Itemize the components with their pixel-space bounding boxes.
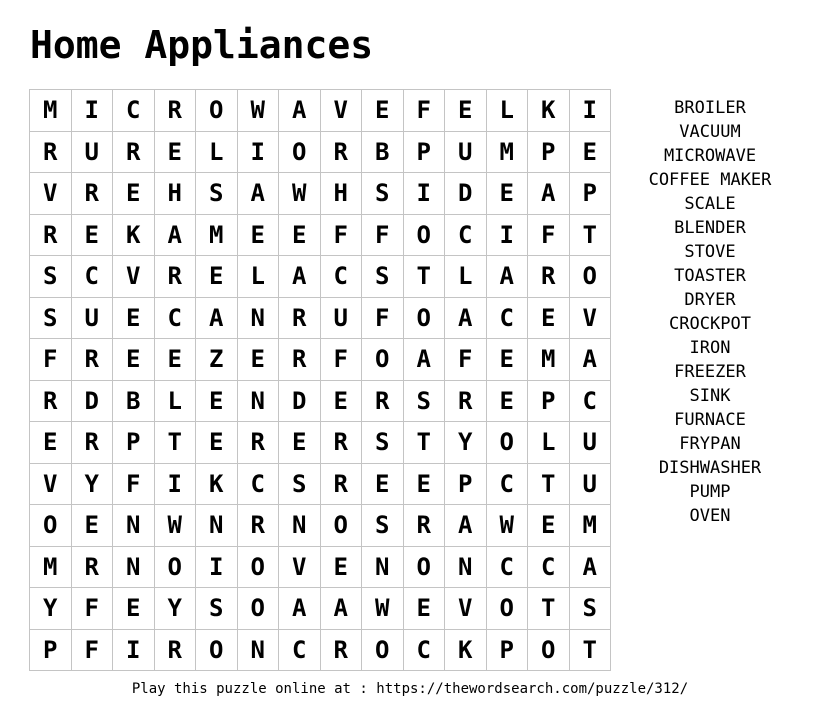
grid-cell[interactable]: C (487, 547, 529, 589)
grid-cell[interactable]: F (445, 339, 487, 381)
grid-cell[interactable]: R (72, 173, 114, 215)
grid-cell[interactable]: F (528, 215, 570, 257)
grid-cell[interactable]: U (321, 298, 363, 340)
grid-cell[interactable]: D (279, 381, 321, 423)
grid-cell[interactable]: T (404, 422, 446, 464)
grid-cell[interactable]: E (279, 422, 321, 464)
grid-cell[interactable]: R (238, 422, 280, 464)
grid-cell[interactable]: T (528, 464, 570, 506)
grid-cell[interactable]: N (279, 505, 321, 547)
grid-cell[interactable]: N (238, 381, 280, 423)
grid-cell[interactable]: R (30, 132, 72, 174)
grid-cell[interactable]: E (362, 464, 404, 506)
grid-cell[interactable]: K (196, 464, 238, 506)
grid-cell[interactable]: L (528, 422, 570, 464)
grid-cell[interactable]: O (528, 630, 570, 672)
grid-cell[interactable]: A (155, 215, 197, 257)
grid-cell[interactable]: E (404, 588, 446, 630)
grid-cell[interactable]: A (404, 339, 446, 381)
grid-cell[interactable]: R (362, 381, 404, 423)
grid-cell[interactable]: R (279, 298, 321, 340)
grid-cell[interactable]: L (487, 90, 529, 132)
grid-cell[interactable]: R (113, 132, 155, 174)
grid-cell[interactable]: F (362, 298, 404, 340)
grid-cell[interactable]: E (321, 381, 363, 423)
grid-cell[interactable]: S (362, 422, 404, 464)
word-list-item: BROILER (674, 98, 746, 118)
grid-cell[interactable]: E (321, 547, 363, 589)
grid-cell[interactable]: U (570, 422, 612, 464)
grid-cell[interactable]: V (30, 173, 72, 215)
grid-cell[interactable]: S (30, 298, 72, 340)
grid-cell[interactable]: L (155, 381, 197, 423)
word-list-item: DISHWASHER (658, 458, 762, 478)
grid-cell[interactable]: E (445, 90, 487, 132)
grid-cell[interactable]: V (570, 298, 612, 340)
grid-cell[interactable]: N (445, 547, 487, 589)
grid-cell[interactable]: N (362, 547, 404, 589)
grid-cell[interactable]: N (238, 630, 280, 672)
grid-cell[interactable]: A (238, 173, 280, 215)
grid-cell[interactable]: R (321, 422, 363, 464)
grid-cell[interactable]: R (155, 90, 197, 132)
grid-cell[interactable]: P (445, 464, 487, 506)
grid-cell[interactable]: A (570, 339, 612, 381)
grid-cell[interactable]: Z (196, 339, 238, 381)
grid-cell[interactable]: R (404, 505, 446, 547)
word-list-item: SINK (689, 386, 731, 406)
grid-cell[interactable]: R (321, 132, 363, 174)
grid-cell[interactable]: E (279, 215, 321, 257)
grid-cell[interactable]: Y (72, 464, 114, 506)
grid-cell[interactable]: W (487, 505, 529, 547)
grid-cell[interactable]: P (404, 132, 446, 174)
grid-cell[interactable]: M (30, 547, 72, 589)
grid-cell[interactable]: A (196, 298, 238, 340)
grid-cell[interactable]: C (279, 630, 321, 672)
grid-cell[interactable]: I (404, 173, 446, 215)
grid-cell[interactable]: E (487, 381, 529, 423)
grid-cell[interactable]: O (487, 588, 529, 630)
grid-cell[interactable]: D (445, 173, 487, 215)
grid-cell[interactable]: T (528, 588, 570, 630)
grid-cell[interactable]: O (238, 547, 280, 589)
grid-cell[interactable]: E (113, 588, 155, 630)
grid-cell[interactable]: R (279, 339, 321, 381)
grid-cell[interactable]: C (528, 547, 570, 589)
grid-cell[interactable]: E (238, 339, 280, 381)
grid-cell[interactable]: A (528, 173, 570, 215)
grid-cell[interactable]: R (30, 215, 72, 257)
grid-cell[interactable]: U (570, 464, 612, 506)
grid-cell[interactable]: M (528, 339, 570, 381)
grid-cell[interactable]: O (196, 630, 238, 672)
grid-cell[interactable]: S (279, 464, 321, 506)
grid-cell[interactable]: C (72, 256, 114, 298)
grid-cell[interactable]: E (113, 298, 155, 340)
grid-cell[interactable]: K (445, 630, 487, 672)
grid-cell[interactable]: C (445, 215, 487, 257)
word-list (640, 96, 780, 528)
word-list-item: PUMP (689, 482, 731, 502)
grid-cell[interactable]: E (155, 132, 197, 174)
grid-cell[interactable]: H (155, 173, 197, 215)
word-list-item: FURNACE (674, 410, 746, 430)
grid-cell[interactable]: P (487, 630, 529, 672)
grid-cell[interactable]: E (487, 339, 529, 381)
grid-cell[interactable]: R (528, 256, 570, 298)
grid-cell[interactable]: C (321, 256, 363, 298)
grid-cell[interactable]: O (155, 547, 197, 589)
grid-cell[interactable]: E (528, 298, 570, 340)
word-list-item: CROCKPOT (669, 314, 751, 334)
grid-cell[interactable]: E (72, 505, 114, 547)
grid-cell[interactable]: N (238, 298, 280, 340)
grid-cell[interactable]: V (279, 547, 321, 589)
grid-cell[interactable]: W (362, 588, 404, 630)
grid-cell[interactable]: V (30, 464, 72, 506)
grid-cell[interactable]: T (570, 215, 612, 257)
grid-cell[interactable]: O (30, 505, 72, 547)
word-list-item: COFFEE MAKER (648, 170, 772, 190)
word-list-item: TOASTER (674, 266, 746, 286)
grid-cell[interactable]: R (72, 422, 114, 464)
grid-cell[interactable]: S (362, 173, 404, 215)
grid-cell[interactable]: A (487, 256, 529, 298)
grid-cell[interactable]: F (362, 215, 404, 257)
grid-cell[interactable]: K (113, 215, 155, 257)
grid-cell[interactable]: P (30, 630, 72, 672)
grid-cell[interactable]: V (113, 256, 155, 298)
grid-cell[interactable]: Y (155, 588, 197, 630)
grid-cell[interactable]: O (321, 505, 363, 547)
grid-cell[interactable]: V (445, 588, 487, 630)
grid-cell[interactable]: H (321, 173, 363, 215)
grid-cell[interactable]: R (321, 630, 363, 672)
grid-cell[interactable]: O (404, 215, 446, 257)
grid-cell[interactable]: W (279, 173, 321, 215)
grid-cell[interactable]: U (72, 132, 114, 174)
grid-cell[interactable]: W (238, 90, 280, 132)
grid-cell[interactable]: C (570, 381, 612, 423)
grid-cell[interactable]: F (72, 630, 114, 672)
grid-cell[interactable]: I (487, 215, 529, 257)
grid-cell[interactable]: O (570, 256, 612, 298)
word-list-item: FREEZER (674, 362, 746, 382)
grid-cell[interactable]: I (196, 547, 238, 589)
grid-cell[interactable]: S (196, 173, 238, 215)
grid-cell[interactable]: I (72, 90, 114, 132)
word-list-item: STOVE (684, 242, 736, 262)
grid-cell[interactable]: E (72, 215, 114, 257)
grid-cell[interactable]: D (72, 381, 114, 423)
grid-cell[interactable]: R (72, 547, 114, 589)
grid-cell[interactable]: R (72, 339, 114, 381)
grid-cell[interactable]: I (238, 132, 280, 174)
grid-cell[interactable]: R (30, 381, 72, 423)
grid-cell[interactable]: Y (30, 588, 72, 630)
grid-cell[interactable]: O (279, 132, 321, 174)
grid-cell[interactable]: N (113, 547, 155, 589)
word-list-item: VACUUM (679, 122, 741, 142)
grid-cell[interactable]: W (155, 505, 197, 547)
grid-cell[interactable]: C (113, 90, 155, 132)
grid-cell[interactable]: C (487, 464, 529, 506)
grid-cell[interactable]: E (30, 422, 72, 464)
grid-cell[interactable]: P (570, 173, 612, 215)
word-list-item: IRON (689, 338, 731, 358)
grid-cell[interactable]: C (487, 298, 529, 340)
grid-cell[interactable]: I (113, 630, 155, 672)
grid-cell[interactable]: U (72, 298, 114, 340)
grid-cell[interactable]: M (487, 132, 529, 174)
grid-cell[interactable]: E (570, 132, 612, 174)
grid-cell[interactable]: O (362, 630, 404, 672)
grid-cell[interactable]: R (155, 630, 197, 672)
grid-cell[interactable]: N (113, 505, 155, 547)
grid-cell[interactable]: P (528, 381, 570, 423)
grid-cell[interactable]: I (570, 90, 612, 132)
grid-cell[interactable]: O (404, 547, 446, 589)
grid-cell[interactable]: O (362, 339, 404, 381)
grid-cell[interactable]: L (445, 256, 487, 298)
grid-cell[interactable]: F (404, 90, 446, 132)
grid-cell[interactable]: T (570, 630, 612, 672)
grid-cell[interactable]: P (113, 422, 155, 464)
grid-cell[interactable]: Y (445, 422, 487, 464)
grid-cell[interactable]: S (30, 256, 72, 298)
grid-cell[interactable]: A (279, 588, 321, 630)
grid-cell[interactable]: R (238, 505, 280, 547)
grid-cell[interactable]: A (279, 256, 321, 298)
grid-cell[interactable]: F (30, 339, 72, 381)
grid-cell[interactable]: O (238, 588, 280, 630)
word-list-item: BLENDER (674, 218, 746, 238)
grid-cell[interactable]: E (196, 422, 238, 464)
grid-cell[interactable]: A (570, 547, 612, 589)
grid-cell[interactable]: B (362, 132, 404, 174)
grid-cell[interactable]: S (570, 588, 612, 630)
grid-cell[interactable]: S (362, 505, 404, 547)
puzzle-title: Home Appliances (30, 23, 374, 67)
grid-cell[interactable]: C (155, 298, 197, 340)
grid-cell[interactable]: S (362, 256, 404, 298)
grid-cell[interactable]: M (196, 215, 238, 257)
grid-cell[interactable]: O (404, 298, 446, 340)
grid-cell[interactable]: P (528, 132, 570, 174)
grid-cell[interactable]: U (445, 132, 487, 174)
grid-cell[interactable]: T (155, 422, 197, 464)
grid-cell[interactable]: F (72, 588, 114, 630)
word-list-item: OVEN (689, 506, 731, 526)
grid-cell[interactable]: V (321, 90, 363, 132)
grid-cell[interactable]: E (487, 173, 529, 215)
grid-cell[interactable]: A (279, 90, 321, 132)
grid-cell[interactable]: F (113, 464, 155, 506)
grid-cell[interactable]: A (321, 588, 363, 630)
grid-cell[interactable]: S (404, 381, 446, 423)
grid-cell[interactable]: O (196, 90, 238, 132)
grid-cell[interactable]: M (570, 505, 612, 547)
grid-cell[interactable]: E (113, 173, 155, 215)
word-list-item: MICROWAVE (663, 146, 757, 166)
grid-cell[interactable]: E (196, 256, 238, 298)
grid-cell[interactable]: M (30, 90, 72, 132)
word-list-item: DRYER (684, 290, 736, 310)
letter-grid (29, 89, 611, 671)
grid-cell[interactable]: E (196, 381, 238, 423)
grid-cell[interactable]: T (404, 256, 446, 298)
grid-cell[interactable]: E (404, 464, 446, 506)
grid-cell[interactable]: I (155, 464, 197, 506)
grid-cell[interactable]: F (321, 215, 363, 257)
grid-cell[interactable]: B (113, 381, 155, 423)
grid-cell[interactable]: N (196, 505, 238, 547)
grid-cell[interactable]: E (155, 339, 197, 381)
grid-cell[interactable]: S (196, 588, 238, 630)
word-list-item: FRYPAN (679, 434, 741, 454)
grid-cell[interactable]: R (155, 256, 197, 298)
grid-cell[interactable]: F (321, 339, 363, 381)
grid-cell[interactable]: E (362, 90, 404, 132)
grid-cell[interactable]: E (528, 505, 570, 547)
grid-cell[interactable]: K (528, 90, 570, 132)
footer-link-text: Play this puzzle online at : https://thewordsearch.com/puzzle/312/ (131, 681, 689, 697)
grid-cell[interactable]: L (196, 132, 238, 174)
grid-cell[interactable]: R (321, 464, 363, 506)
grid-cell[interactable]: A (445, 505, 487, 547)
grid-cell[interactable]: O (487, 422, 529, 464)
grid-cell[interactable]: C (238, 464, 280, 506)
grid-cell[interactable]: E (113, 339, 155, 381)
grid-cell[interactable]: C (404, 630, 446, 672)
word-list-item: SCALE (684, 194, 736, 214)
grid-cell[interactable]: E (238, 215, 280, 257)
grid-cell[interactable]: R (445, 381, 487, 423)
grid-cell[interactable]: A (445, 298, 487, 340)
grid-cell[interactable]: L (238, 256, 280, 298)
